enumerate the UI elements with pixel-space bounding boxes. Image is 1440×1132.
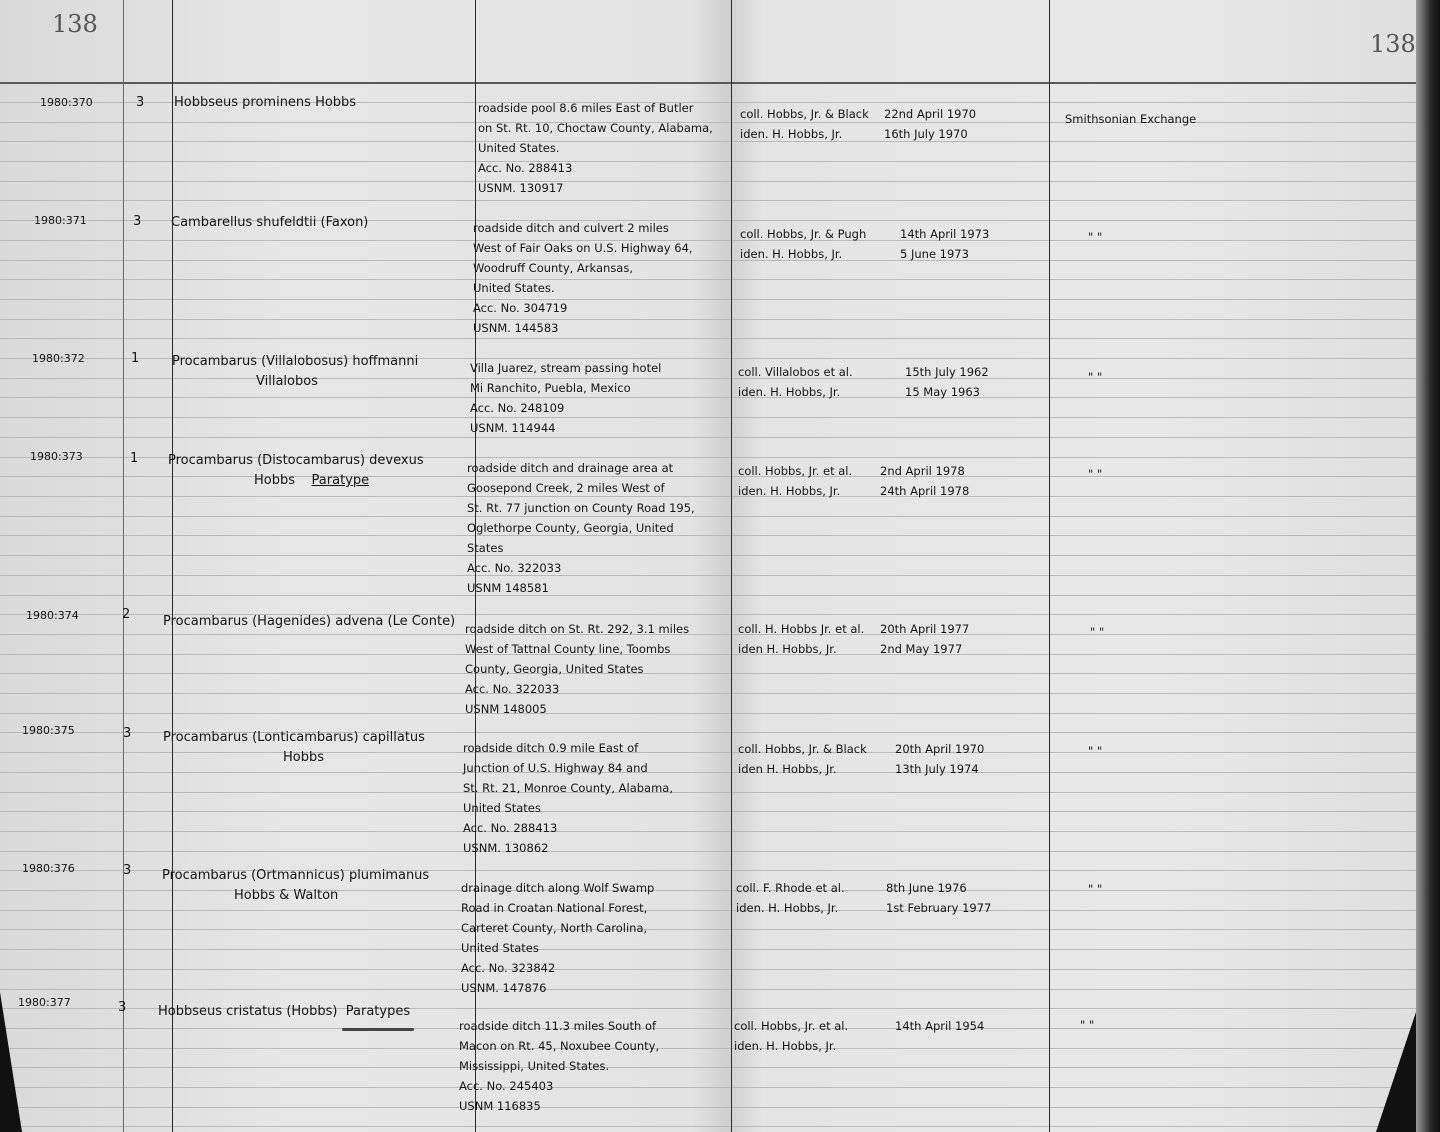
specimen-count: 3 <box>133 214 142 229</box>
ruled-line <box>0 673 1440 674</box>
register-number: 1980:371 <box>34 214 87 227</box>
locality-text: roadside ditch and drainage area at Goosepond Creek, 2 miles West of St. Rt. 77 junction on County Road 195, Oglethorpe County, Georgia, United States Acc. No. 322033 USNM 148581 <box>467 461 695 595</box>
specimen-count: 3 <box>118 1000 127 1015</box>
register-number: 1980:373 <box>30 450 83 463</box>
ruled-line <box>0 693 1440 694</box>
locality-text: roadside ditch and culvert 2 miles West of Fair Oaks on U.S. Highway 64, Woodruff County, Arkansas, United States. Acc. No. 304719 USNM. 144583 <box>473 221 693 335</box>
locality-text: Villa Juarez, stream passing hotel Mi Ranchito, Puebla, Mexico Acc. No. 248109 USNM. 114944 <box>470 361 662 435</box>
column-rule <box>1049 0 1050 1132</box>
ruled-line <box>0 496 1440 497</box>
dates: 15th July 1962 15 May 1963 <box>905 365 989 399</box>
collector-info: coll. Hobbs, Jr. & Pugh iden. H. Hobbs, Jr. <box>740 227 867 261</box>
taxon-name: Procambarus (Ortmannicus) plumimanus Hobbs & Walton <box>162 868 430 903</box>
specimen-count: 3 <box>136 95 145 110</box>
collector-info: coll. Hobbs, Jr. & Black iden. H. Hobbs, Jr. <box>740 107 869 141</box>
disposition: Smithsonian Exchange <box>1065 112 1197 126</box>
taxon-name: Cambarellus shufeldtii (Faxon) <box>171 215 369 230</box>
disposition: " " <box>1088 370 1103 384</box>
ruled-line <box>0 989 1440 990</box>
page-gutter <box>731 0 732 1132</box>
ruled-line <box>0 929 1440 930</box>
locality-text: roadside pool 8.6 miles East of Butler on St. Rt. 10, Choctaw County, Alabama, United States. Acc. No. 288413 USNM. 130917 <box>478 101 713 195</box>
ruled-line <box>0 397 1440 398</box>
locality-text: drainage ditch along Wolf Swamp Road in Croatan National Forest, Carteret County, North Carolina, United States Acc. No. 323842 USNM. 147876 <box>461 881 655 995</box>
register-number: 1980:375 <box>22 724 75 737</box>
register-number: 1980:376 <box>22 862 75 875</box>
left-page-number: 138 <box>52 10 98 38</box>
ruled-line <box>0 437 1440 438</box>
collector-info: coll. Hobbs, Jr. & Black iden H. Hobbs, Jr. <box>738 742 867 776</box>
ruled-line <box>0 969 1440 970</box>
ruled-line <box>0 811 1440 812</box>
ruled-line <box>0 535 1440 536</box>
dates: 2nd April 1978 24th April 1978 <box>880 464 970 498</box>
page-corner-shadow <box>1376 1012 1416 1132</box>
register-number: 1980:377 <box>18 996 71 1009</box>
column-rule <box>123 0 124 1132</box>
dates: 14th April 1973 5 June 1973 <box>900 227 990 261</box>
ruled-line <box>0 772 1440 773</box>
disposition: " " <box>1088 882 1103 896</box>
collector-info: coll. Villalobos et al. iden. H. Hobbs, Jr. <box>738 365 853 399</box>
ruled-line <box>0 1107 1440 1108</box>
specimen-count: 3 <box>123 726 132 741</box>
specimen-count: 1 <box>131 351 140 366</box>
taxon-name: Hobbseus cristatus (Hobbs) Paratypes <box>158 1004 411 1019</box>
ruled-line <box>0 792 1440 793</box>
disposition: " " <box>1088 744 1103 758</box>
ruled-line <box>0 417 1440 418</box>
dates: 20th April 1970 13th July 1974 <box>895 742 985 776</box>
ruled-line <box>0 1126 1440 1127</box>
ruled-line <box>0 595 1440 596</box>
disposition: " " <box>1088 467 1103 481</box>
ruled-line <box>0 1067 1440 1068</box>
page-corner-shadow <box>0 992 22 1132</box>
disposition: " " <box>1088 230 1103 244</box>
ruled-line <box>0 634 1440 635</box>
collector-info: coll. F. Rhode et al. iden. H. Hobbs, Jr. <box>736 881 845 915</box>
ruled-line <box>0 831 1440 832</box>
ruled-line <box>0 575 1440 576</box>
taxon-name: Hobbseus prominens Hobbs <box>174 95 357 110</box>
register-number: 1980:370 <box>40 96 93 109</box>
collector-info: coll. Hobbs, Jr. et al. iden. H. Hobbs, Jr. <box>738 464 853 498</box>
collector-info: coll. H. Hobbs Jr. et al. iden H. Hobbs, Jr. <box>738 622 865 656</box>
ruled-line <box>0 949 1440 950</box>
column-rule <box>172 0 173 1132</box>
taxon-name: Procambarus (Distocambarus) devexus Hobbs Paratype <box>168 453 424 488</box>
dates: 20th April 1977 2nd May 1977 <box>880 622 970 656</box>
ruled-line <box>0 279 1440 280</box>
type-status: Paratype <box>311 473 370 488</box>
specimen-count: 2 <box>122 607 131 622</box>
ruled-line <box>0 260 1440 261</box>
type-status: Paratypes <box>345 1004 411 1019</box>
disposition: " " <box>1080 1018 1095 1032</box>
taxon-name: Procambarus (Villalobosus) hoffmanni Villalobos <box>172 354 419 389</box>
ruled-line <box>0 1028 1440 1029</box>
ruled-line <box>0 299 1440 300</box>
header-rule <box>0 82 1440 84</box>
ruled-line <box>0 122 1440 123</box>
ruled-line <box>0 516 1440 517</box>
right-page-number: 138 <box>1370 30 1416 58</box>
collector-info: coll. Hobbs, Jr. et al. iden. H. Hobbs, Jr. <box>734 1019 849 1053</box>
ruled-line <box>0 141 1440 142</box>
taxon-name: Procambarus (Hagenides) advena (Le Conte) <box>163 614 456 629</box>
locality-text: roadside ditch on St. Rt. 292, 3.1 miles West of Tattnal County line, Toombs County, Georgia, United States Acc. No. 322033 USNM 148005 <box>465 622 690 716</box>
ruled-line <box>0 1087 1440 1088</box>
specimen-count: 1 <box>130 451 139 466</box>
locality-text: roadside ditch 11.3 miles South of Macon on Rt. 45, Noxubee County, Mississippi, United States. Acc. No. 245403 USNM 116835 <box>459 1019 660 1113</box>
dates: 14th April 1954 <box>895 1019 985 1033</box>
ruled-line <box>0 338 1440 339</box>
ruled-line <box>0 1048 1440 1049</box>
ruled-line <box>0 555 1440 556</box>
ruled-line <box>0 319 1440 320</box>
ruled-line <box>0 161 1440 162</box>
ruled-line <box>0 851 1440 852</box>
register-number: 1980:372 <box>32 352 85 365</box>
type-status-underline <box>342 1028 414 1031</box>
ruled-line <box>0 181 1440 182</box>
locality-text: roadside ditch 0.9 mile East of Junction of U.S. Highway 84 and St. Rt. 21, Monroe County, Alabama, United States Acc. No. 288413 USNM. 130862 <box>463 741 673 855</box>
ruled-line <box>0 713 1440 714</box>
ruled-line <box>0 910 1440 911</box>
book-edge <box>1416 0 1440 1132</box>
taxon-name: Procambarus (Lonticambarus) capillatus Hobbs <box>163 730 425 765</box>
dates: 8th June 1976 1st February 1977 <box>886 881 992 915</box>
dates: 22nd April 1970 16th July 1970 <box>884 107 977 141</box>
disposition: " " <box>1090 625 1105 639</box>
register-number: 1980:374 <box>26 609 79 622</box>
ruled-line <box>0 200 1440 201</box>
specimen-count: 3 <box>123 863 132 878</box>
ruled-line <box>0 240 1440 241</box>
ruled-line <box>0 654 1440 655</box>
